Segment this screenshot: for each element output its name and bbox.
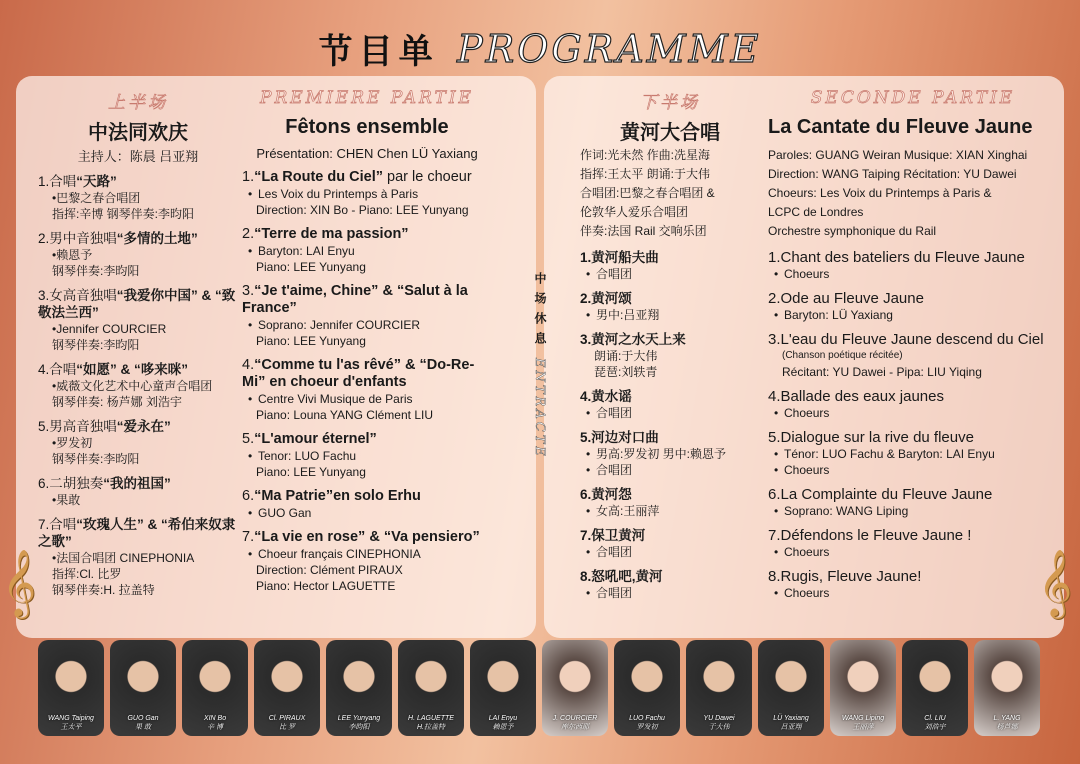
photo-caption [974,714,1040,732]
photo-caption [830,714,896,732]
accompanist: Piano: LEE Yunyang [256,334,366,348]
performer: •Jennifer COURCIER [52,322,167,336]
program-item [768,568,1058,601]
program-item [38,475,238,508]
photo-name-cn: 王丽萍 [852,724,874,731]
photo-name-cn: 赖恩予 [492,724,514,731]
performer: • 合唱团 [580,405,760,421]
item-title [242,431,492,448]
photo-name-cn: 杨芦娜 [996,724,1018,731]
performer: •法国合唱团 CINEPHONIA [52,551,195,565]
item-title [242,488,492,505]
item-title [242,169,492,186]
credit-line: Direction: WANG Taiping Récitation: YU Dawei [768,167,1017,181]
performer-photo [902,640,968,736]
photo-caption [614,714,680,732]
item-title [38,173,238,190]
performer: • GUO Gan [242,505,492,521]
section-head: PREMIERE PARTIE [260,88,474,108]
item-song: “爱永在” [116,419,171,434]
program-item [580,527,760,560]
credit-line: 伴奏:法国 Rail 交响乐团 [580,224,707,238]
credit-line: 伦敦华人爱乐合唱团 [580,205,689,219]
program-list [768,249,1058,601]
credit-line: Orchestre symphonique du Rail [768,224,937,238]
photo-caption [398,714,464,732]
credit-line: 合唱团:巴黎之春合唱团 & [580,186,715,200]
performer-photo [686,640,752,736]
performer: • Soprano: Jennifer COURCIER [242,317,492,333]
item-title [38,418,238,435]
performer: • 男中:吕亚翔 [580,307,760,323]
photo-name-cn: 果 敢 [135,724,151,731]
performer: • Choeurs [768,462,1058,478]
performer: • 合唱团 [580,585,760,601]
program-item [580,429,760,478]
photo-name-cn: 于大伟 [708,724,730,731]
program-item [768,249,1058,282]
credit-line: Choeurs: Les Voix du Printemps à Paris & [768,186,992,200]
accompanist: 钢琴伴奏:H. 拉盖特 [52,583,155,597]
treble-clef-icon: 𝄞 [1038,548,1073,616]
performer: • Centre Vivi Musique de Paris [242,391,492,407]
program-item [242,283,492,349]
photo-name-cn: 王太平 [60,724,82,731]
performer: •果敢 [52,493,81,507]
item-song: “玫瑰人生” & “希伯来奴隶之歌” [38,517,236,549]
item-number: 6.二胡独奏 [38,476,104,491]
item-title: 7.保卫黄河 [580,528,646,543]
section-title: 黄河大合唱 [620,122,720,144]
program-item [38,361,238,410]
title-cn: 节目单 [318,32,439,72]
performer-photo [182,640,248,736]
item-number: 7.合唱 [38,517,77,532]
item-title: 1.Chant des bateliers du Fleuve Jaune [768,249,1025,266]
photo-name-cn: 吕亚翔 [780,724,802,731]
accompanist: 指挥:Cl. 比罗 [52,567,122,581]
host-line: Présentation: CHEN Chen LÜ Yaxiang [256,146,478,161]
photo-caption [254,714,320,732]
accompanist: Piano: LEE Yunyang [256,465,366,479]
performer: • Choeurs [768,405,1058,421]
performer: • Choeur français CINEPHONIA [242,546,492,562]
item-number: 2.男中音独唱 [38,231,117,246]
program-item [768,527,1058,560]
photo-caption [902,714,968,732]
photo-name-cn: H.拉盖特 [417,724,445,731]
item-number: 4. [242,357,255,373]
photo-caption [326,714,392,732]
item-title: 6.黄河怨 [580,487,632,502]
program-list [38,173,238,598]
photo-name: GUO Gan [127,715,159,722]
accompanist: 指挥:辛博 钢琴伴奏:李昀阳 [52,207,195,221]
item-song: “天路” [76,174,117,189]
item-title [38,287,238,321]
item-title: 3.L'eau du Fleuve Jaune descend du Ciel [768,331,1044,348]
photo-name: LUO Fachu [629,715,665,722]
performer: • Baryton: LÜ Yaxiang [768,307,1058,323]
performer: • Choeurs [768,266,1058,282]
performer-photo [38,640,104,736]
intermission-cn: 中场休息 [533,272,547,352]
performer-photo [110,640,176,736]
credits [580,146,760,241]
accompanist: Piano: LEE Yunyang [256,260,366,274]
program-item [768,290,1058,323]
accompanist: Piano: Hector LAGUETTE [256,579,396,593]
program-item [242,357,492,423]
item-title: 3.黄河之水天上来 [580,332,686,347]
item-song: “我的祖国” [103,476,171,491]
page-title [0,24,1080,74]
photo-name-cn: 罗发初 [636,724,658,731]
program-item [768,429,1058,478]
photo-name: Cl. LIU [924,715,946,722]
item-number: 1. [242,169,255,185]
accompanist: 钢琴伴奏:李昀阳 [52,452,140,466]
photo-caption [686,714,752,732]
photo-caption [110,714,176,732]
performer: 琵琶:刘轶青 [594,365,658,379]
item-title: 4.Ballade des eaux jaunes [768,388,944,405]
performer: • Ténor: LUO Fachu & Baryton: LAI Enyu [768,446,1058,462]
performer: •罗发初 [52,436,93,450]
program-item [768,331,1058,380]
photo-caption [38,714,104,732]
photo-caption [758,714,824,732]
item-number: 2. [242,226,255,242]
program-item [580,486,760,519]
item-title: 5.Dialogue sur la rive du fleuve [768,429,974,446]
performer: •赖恩予 [52,248,93,262]
item-number: 5.男高音独唱 [38,419,117,434]
performer-photo [830,640,896,736]
item-song: “Ma Patrie”en solo Erhu [254,488,421,504]
program-list [242,169,492,594]
item-song: “多情的土地” [116,231,198,246]
item-title [38,475,238,492]
program-item [38,516,238,598]
item-song: “如愿” & “哆来咪” [76,362,189,377]
item-title [38,516,238,550]
performer-photo [254,640,320,736]
title-fr: PROGRAMME [457,26,762,71]
program-item [38,418,238,467]
program-item [580,249,760,282]
item-title [38,230,238,247]
second-part-fr-column [768,88,1058,601]
performer-photos [38,640,1042,738]
item-number: 6. [242,488,255,504]
photo-caption [470,714,536,732]
performer-photo [326,640,392,736]
item-number: 3. [242,283,255,299]
item-song: “La vie en rose” & “Va pensiero” [254,529,480,545]
photo-name: Cl. PIRAUX [268,715,306,722]
item-title [242,357,492,391]
photo-name: LEE Yunyang [337,715,381,722]
treble-clef-icon: 𝄞 [2,548,37,616]
item-title: 2.黄河颂 [580,291,632,306]
section-title: Fêtons ensemble [285,116,449,138]
accompanist: Piano: Louna YANG Clément LIU [256,408,433,422]
program-list [580,249,760,601]
performer: • 合唱团 [580,266,760,282]
item-number: 3.女高音独唱 [38,288,117,303]
item-title [38,361,238,378]
intermission [531,272,549,459]
accompanist: Direction: Clément PIRAUX [256,563,403,577]
photo-name-cn: 李昀阳 [348,724,370,731]
item-song: “Je t'aime, Chine” & “Salut à la France” [242,283,468,316]
section-title: 中法同欢庆 [88,122,188,144]
accompanist: 钢琴伴奏:李昀阳 [52,264,140,278]
item-title [242,529,492,546]
performer-photo [470,640,536,736]
program-item [38,230,238,279]
item-number: 1.合唱 [38,174,77,189]
item-title: 1.黄河船夫曲 [580,250,659,265]
photo-name: LAI Enyu [488,715,518,722]
performer: • 合唱团 [580,462,760,478]
item-note: (Chanson poétique récitée) [782,350,903,361]
program-item [768,388,1058,421]
performer: • Les Voix du Printemps à Paris [242,186,492,202]
program-item [242,169,492,218]
item-song: “La Route du Ciel” [254,169,383,185]
photo-name-cn: 库尔西耶 [561,724,589,731]
photo-name: LÜ Yaxiang [773,715,809,722]
program-item [38,287,238,353]
performer: •威薇文化艺术中心童声合唱团 [52,379,213,393]
program-item [580,290,760,323]
credit-line: 指挥:王太平 朗诵:于大伟 [580,167,711,181]
performer: • 合唱团 [580,544,760,560]
item-title: 8.怒吼吧,黄河 [580,569,663,584]
photo-name-cn: 比 罗 [279,724,295,731]
program-item [242,431,492,480]
item-title: 6.La Complainte du Fleuve Jaune [768,486,993,503]
item-title [242,283,492,317]
performer: • Choeurs [768,544,1058,560]
intermission-fr: ENTRACTE [532,358,547,459]
program-item [242,226,492,275]
photo-name: XIN Bo [203,715,227,722]
photo-name: J. COURCIER [552,715,598,722]
section-head: 上半场 [108,93,168,113]
performer: • 女高:王丽萍 [580,503,760,519]
item-song: “Comme tu l'as rêvé” & “Do-Re-Mi” en choeur d'enfants [242,357,475,390]
photo-name-cn: 辛 博 [207,724,223,731]
performer: 朗诵:于大伟 [594,349,658,363]
program-item [38,173,238,222]
performer: • 男高:罗发初 男中:赖恩予 [580,446,760,462]
program-item [580,388,760,421]
performer-photo [398,640,464,736]
item-title: 7.Défendons le Fleuve Jaune ! [768,527,972,544]
accompanist: 钢琴伴奏: 杨芦娜 刘浩宇 [52,395,183,409]
performer: • Tenor: LUO Fachu [242,448,492,464]
first-part-cn-column [38,88,238,598]
item-title: 2.Ode au Fleuve Jaune [768,290,924,307]
credit-line: Paroles: GUANG Weiran Musique: XIAN Xinghai [768,148,1028,162]
credit-line: LCPC de Londres [768,205,864,219]
section-title: La Cantate du Fleuve Jaune [768,116,1033,138]
section-head: 下半场 [640,93,700,113]
photo-name: WANG Taiping [48,715,94,722]
second-part-cn-column [580,88,760,601]
performer: • Soprano: WANG Liping [768,503,1058,519]
credit-line: 作词:光未然 作曲:冼星海 [580,148,711,162]
item-song: “L'amour éternel” [254,431,377,447]
photo-name: YU Dawei [703,715,735,722]
accompanist: Direction: XIN Bo - Piano: LEE Yunyang [256,203,469,217]
performer: Récitant: YU Dawei - Pipa: LIU Yiqing [782,365,982,379]
photo-caption [182,714,248,732]
program-item [580,331,760,380]
item-number: 5. [242,431,255,447]
item-suffix: par le choeur [383,169,472,185]
performer-photo [974,640,1040,736]
program-item [242,529,492,594]
item-title [242,226,492,243]
host-line: 主持人：陈晨 吕亚翔 [77,149,199,164]
performer: •巴黎之春合唱团 [52,191,141,205]
item-number: 7. [242,529,255,545]
program-item [580,568,760,601]
performer-photo [614,640,680,736]
first-part-fr-column [242,88,492,594]
item-song: “Terre de ma passion” [254,226,409,242]
accompanist: 钢琴伴奏:李昀阳 [52,338,140,352]
photo-caption [542,714,608,732]
item-song: “我爱你中国” & “致敬法兰西” [38,288,236,320]
photo-name-cn: 刘浩宇 [924,724,946,731]
performer-photo [758,640,824,736]
program-item [242,488,492,521]
photo-name: WANG Liping [841,715,885,722]
performer: • Choeurs [768,585,1058,601]
item-number: 4.合唱 [38,362,77,377]
credits [768,146,1058,241]
performer: • Baryton: LAI Enyu [242,243,492,259]
photo-name: L. YANG [993,715,1021,722]
performer-photo [542,640,608,736]
program-item [768,486,1058,519]
item-title: 5.河边对口曲 [580,430,659,445]
item-title: 8.Rugis, Fleuve Jaune! [768,568,922,585]
section-head: SECONDE PARTIE [810,88,1016,108]
photo-name: H. LAGUETTE [408,715,454,722]
item-title: 4.黄水谣 [580,389,632,404]
